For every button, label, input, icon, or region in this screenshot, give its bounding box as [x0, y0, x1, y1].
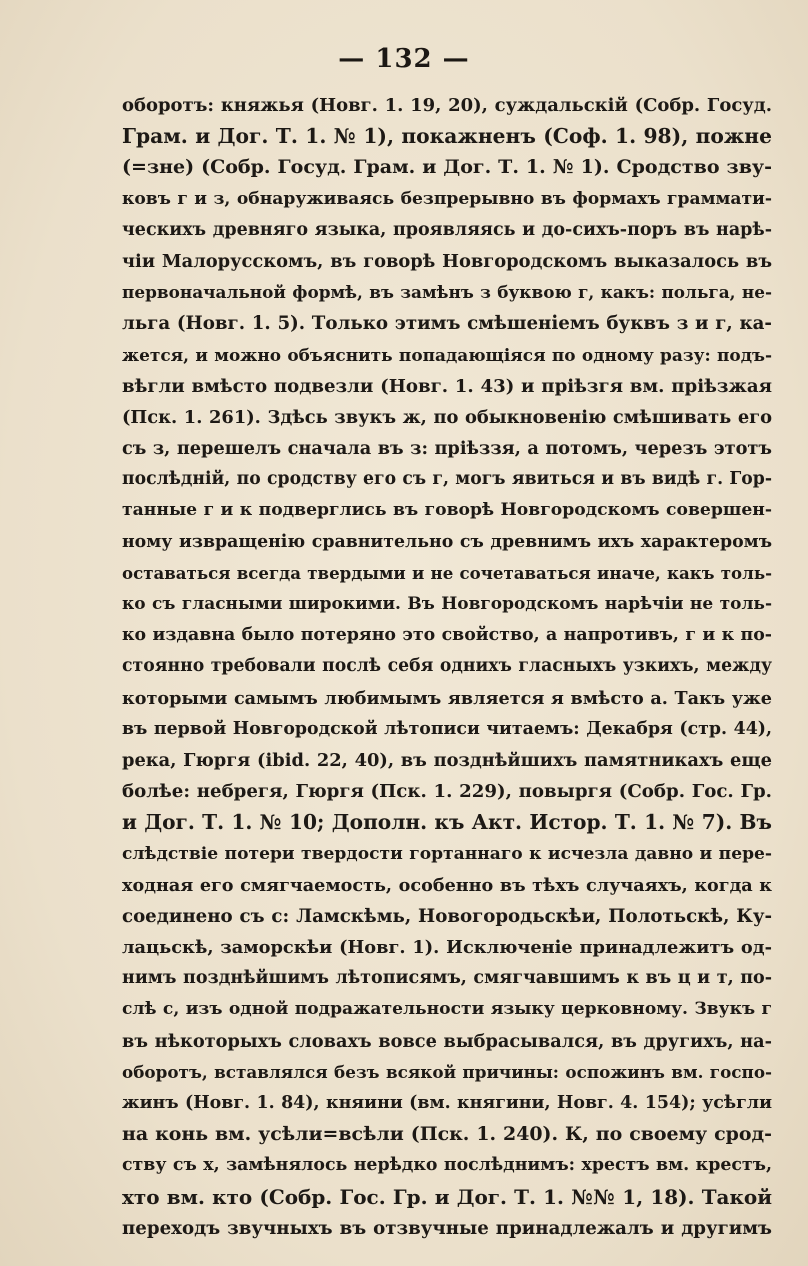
- text-line: жинъ (Новг. 1. 84), княини (вм. княгини, Новг. 4. 154); усѣгли: [122, 1093, 772, 1113]
- text-line: ко съ гласными широкими. Въ Новгородскомъ нарѣчіи не толь-: [122, 594, 772, 614]
- text-line: чіи Малорусскомъ, въ говорѣ Новгородскомъ выказалось въ: [122, 250, 772, 272]
- text-line: оставаться всегда твердыми и не сочетаваться иначе, какъ толь-: [122, 562, 772, 583]
- text-line: въ первой Новгородской лѣтописи читаемъ: Декабря (стр. 44),: [122, 718, 772, 739]
- text-line: соединено съ с: Ламскѣмь, Новогородьскѣи, Полотьскѣ, Ку-: [122, 905, 772, 927]
- text-line: въ нѣкоторыхъ словахъ вовсе выбрасывался, въ другихъ, на-: [122, 1030, 772, 1052]
- text-line: слѣдствіе потери твердости гортаннаго к исчезла давно и пере-: [122, 843, 772, 864]
- text-line: съ з, перешелъ сначала въ з: пріѣззя, а потомъ, черезъ этотъ: [122, 438, 772, 460]
- body-text: [122, 90, 772, 1244]
- text-line: ному извращенію сравнительно съ древнимъ ихъ характеромъ: [122, 531, 772, 552]
- text-line: вѣгли вмѣсто подвезли (Новг. 1. 43) и пріѣзгя вм. пріѣзжая: [122, 375, 772, 397]
- text-line: которыми самымъ любимымъ является я вмѣсто а. Такъ уже: [122, 687, 772, 709]
- text-line: ко издавна было потеряно это свойство, а напротивъ, г и к по-: [122, 625, 772, 646]
- text-line: на конь вм. усѣли=всѣли (Пск. 1. 240). К, по своему срод-: [122, 1123, 772, 1146]
- text-line: ству съ х, замѣнялось нерѣдко послѣднимъ: хрестъ вм. крестъ,: [122, 1155, 772, 1176]
- text-line: оборотъ: княжья (Новг. 1. 19, 20), суждальскій (Собр. Госуд.: [122, 95, 772, 116]
- text-line: нимъ позднѣйшимъ лѣтописямъ, смягчавшимъ к въ ц и т, по-: [122, 968, 772, 989]
- text-line: послѣдній, по сродству его съ г, могъ явиться и въ видѣ г. Гор-: [122, 469, 772, 490]
- text-line: (=зне) (Собр. Госуд. Грам. и Дог. Т. 1. № 1). Сродство зву-: [122, 156, 772, 179]
- text-line: ковъ г и з, обнаруживаясь безпрерывно въ формахъ граммати-: [122, 188, 772, 209]
- text-line: лацьскѣ, заморскѣи (Новг. 1). Исключеніе принадлежитъ од-: [122, 937, 772, 959]
- text-line: оборотъ, вставлялся безъ всякой причины: оспожинъ вм. госпо-: [122, 1061, 772, 1082]
- text-line: болѣе: небрегя, Гюргя (Пск. 1. 229), повыргя (Собр. Гос. Гр.: [122, 781, 772, 803]
- text-line: река, Гюргя (ibid. 22, 40), въ позднѣйшихъ памятникахъ еще: [122, 749, 772, 771]
- text-line: жется, и можно объяснить попадающіяся по одному разу: подъ-: [122, 344, 772, 365]
- text-line: ходная его смягчаемость, особенно въ тѣхъ случаяхъ, когда к: [122, 874, 772, 896]
- text-line: танные г и к подверглись въ говорѣ Новгородскомъ совершен-: [122, 500, 772, 521]
- text-line: ческихъ древняго языка, проявляясь и до-сихъ-поръ въ нарѣ-: [122, 219, 772, 240]
- text-line: слѣ с, изъ одной подражательности языку церковному. Звукъ г: [122, 999, 772, 1020]
- text-line: первоначальной формѣ, въ замѣнъ з буквою г, какъ: польга, не-: [122, 282, 772, 303]
- text-line: переходъ звучныхъ въ отзвучные принадлежалъ и другимъ: [122, 1217, 772, 1239]
- text-line: Грам. и Дог. Т. 1. № 1), покажненъ (Соф. 1. 98), пожне: [122, 124, 772, 149]
- text-line: и Дог. Т. 1. № 10; Дополн. къ Акт. Истор. Т. 1. № 7). Въ: [122, 810, 772, 835]
- page-number: — 132 —: [338, 44, 470, 74]
- text-line: стоянно требовали послѣ себя однихъ гласныхъ узкихъ, между: [122, 656, 772, 677]
- text-line: (Пск. 1. 261). Здѣсь звукъ ж, по обыкновенію смѣшивать его: [122, 406, 772, 428]
- text-line: льга (Новг. 1. 5). Только этимъ смѣшеніемъ буквъ з и г, ка-: [122, 313, 772, 335]
- text-line: хто вм. кто (Собр. Гос. Гр. и Дог. Т. 1. №№ 1, 18). Такой: [122, 1184, 772, 1209]
